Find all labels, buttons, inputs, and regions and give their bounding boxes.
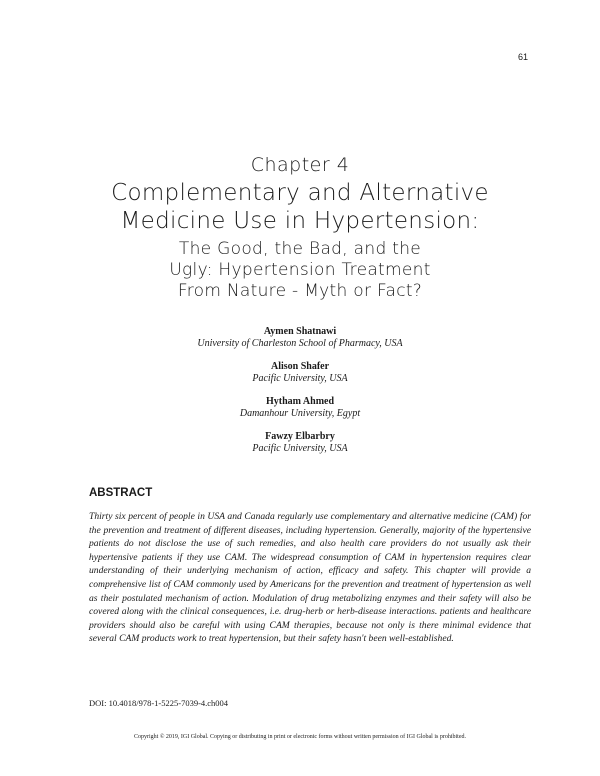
author-block xyxy=(0,430,600,455)
author-block xyxy=(0,325,600,350)
author-affiliation: University of Charleston School of Pharmacy, USA xyxy=(197,338,403,349)
subtitle-line: The Good, the Bad, and the xyxy=(178,239,422,259)
author-block xyxy=(0,360,600,385)
title-line: Medicine Use in Hypertension: xyxy=(120,208,480,234)
author-list xyxy=(0,325,600,465)
chapter-subtitle xyxy=(0,239,600,302)
subtitle-line: From Nature - Myth or Fact? xyxy=(177,281,423,301)
abstract-heading: ABSTRACT xyxy=(89,487,153,499)
copyright-notice: Copyright © 2019, IGI Global. Copying or distributing in print or electronic forms without written permission of IGI Global is prohibited. xyxy=(133,734,466,740)
doi-label: DOI: 10.4018/978-1-5225-7039-4.ch004 xyxy=(89,698,229,708)
chapter-title xyxy=(0,179,600,235)
author-affiliation: Pacific University, USA xyxy=(252,373,348,384)
author-affiliation: Damanhour University, Egypt xyxy=(239,408,361,419)
author-name: Alison Shafer xyxy=(270,361,330,372)
author-name: Fawzy Elbarbry xyxy=(265,431,335,442)
subtitle-line: Ugly: Hypertension Treatment xyxy=(169,260,431,280)
page-number: 61 xyxy=(517,52,528,62)
author-name: Hytham Ahmed xyxy=(265,396,335,407)
author-block xyxy=(0,395,600,420)
chapter-label: Chapter 4 xyxy=(250,154,350,176)
title-line: Complementary and Alternative xyxy=(111,180,489,206)
author-name: Aymen Shatnawi xyxy=(263,326,337,337)
abstract-text: Thirty six percent of people in USA and Canada regularly use complementary and alternative medicine (CAM) for the prevention and treatment of different diseases, including hypertension. Generally, majority of the hypertensive patients do not disclose the use of such remedies, and also health care providers do not usually ask their hypertensive patients if they use CAM. The widespread consumption of CAM in hypertension requires clear understanding of their underlying mechanism of action, efficacy and safety. This chapter will provide a comprehensive list of CAM commonly used by Americans for the prevention and treatment of hypertension as well as their postulated mechanism of action. Modulation of drug metabolizing enzymes and their safety will also be covered along with the clinical consequences, i.e. drug-herb or herb-disease interactions. patients and healthcare providers should also be careful with using CAM therapies, because not only is there minimal evidence that several CAM products work to treat hypertension, but their safety hasn't been well-established. xyxy=(89,511,531,645)
author-affiliation: Pacific University, USA xyxy=(252,443,348,454)
